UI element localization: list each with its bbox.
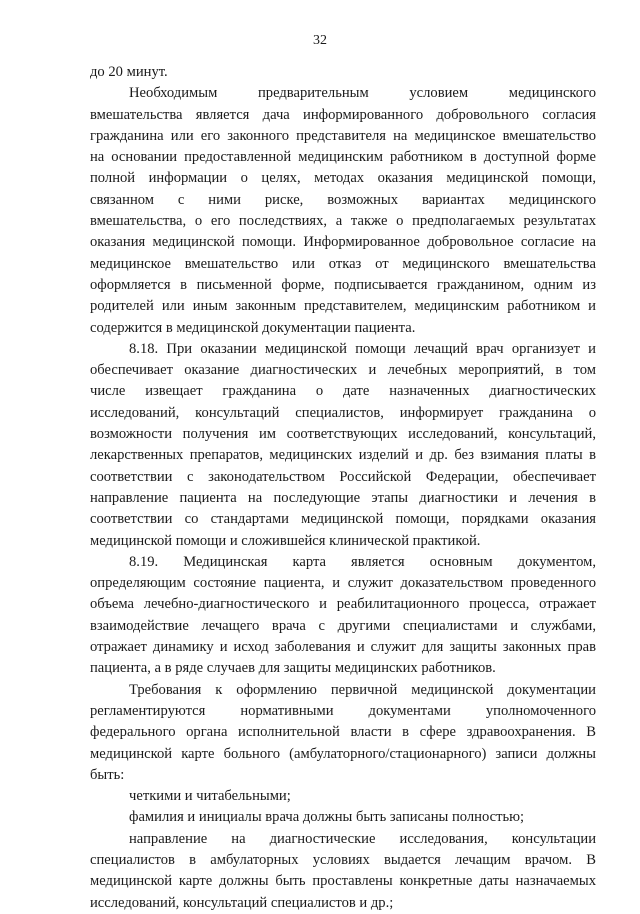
- text-line: исследований, консультаций специалистов и др.;: [90, 894, 394, 911]
- text-line: оказания медицинской помощи. Информированное добровольное согласие на: [90, 234, 596, 251]
- text-line: федерального органа исполнительной власти в сфере здравоохранения. В: [90, 724, 596, 741]
- text-line: вмешательства является дача информированного добровольного согласия: [90, 106, 596, 123]
- text-line: медицинской карте больного (амбулаторного/стационарного) записи должны: [90, 745, 596, 762]
- text-line: связанном с ними риске, возможных вариантах медицинского: [90, 191, 596, 208]
- text-line: числе извещает гражданина о дате назначенных диагностических: [90, 383, 596, 400]
- text-line: до 20 минут.: [90, 64, 168, 80]
- text-line: 8.18. При оказании медицинской помощи лечащий врач организует и: [129, 340, 596, 357]
- text-line: регламентируются нормативными документами уполномоченного: [90, 702, 596, 719]
- text-line: быть:: [90, 766, 125, 783]
- text-line: направление пациента на последующие этапы диагностики и лечения в: [90, 489, 596, 506]
- text-line: определяющим состояние пациента, и служит доказательством проведенного: [90, 575, 596, 592]
- body-text: [90, 62, 596, 914]
- text-line: объема лечебно-диагностического и реабилитационного процесса, отражает: [90, 596, 596, 613]
- text-line: специалистов в амбулаторных условиях выдается лечащим врачом. В: [90, 851, 596, 868]
- page-number: 32: [313, 33, 327, 48]
- text-line: Требования к оформлению первичной медицинской документации: [129, 681, 596, 698]
- text-line: взаимодействие лечащего врача с другими специалистами и службами,: [90, 617, 596, 634]
- text-line: гражданина или его законного представителя на медицинское вмешательство: [90, 127, 596, 144]
- text-line: вмешательства, о его последствиях, а также о предполагаемых результатах: [90, 213, 596, 230]
- text-line: лекарственных препаратов, медицинских изделий и др. без взимания платы в: [90, 447, 596, 464]
- text-line: соответствии со стандартами медицинской помощи, порядками оказания: [90, 511, 596, 528]
- text-line: содержится в медицинской документации пациента.: [90, 319, 416, 336]
- text-line: исследований, консультаций специалистов, информирует гражданина о: [90, 404, 596, 421]
- text-line: 8.19. Медицинская карта является основным документом,: [129, 553, 596, 570]
- text-line: полной информации о целях, методах оказания медицинской помощи,: [90, 170, 596, 187]
- text-line: на основании предоставленной медицинским работником в доступной форме: [90, 149, 596, 166]
- text-line: оформляется в письменной форме, подписывается гражданином, одним из: [90, 276, 596, 293]
- text-line: родителей или иным законным представителем, медицинским работником и: [90, 298, 596, 315]
- text-line: четкими и читабельными;: [129, 788, 291, 805]
- text-line: соответствии с законодательством Российской Федерации, обеспечивает: [90, 468, 596, 485]
- text-line: отражает динамику и исход заболевания и служит для защиты законных прав: [90, 639, 596, 656]
- text-line: возможности получения им соответствующих исследований, консультаций,: [90, 426, 596, 443]
- text-line: направление на диагностические исследования, консультации: [129, 830, 596, 847]
- text-line: Необходимым предварительным условием медицинского: [129, 85, 596, 102]
- text-line: медицинской карте должны быть проставлены конкретные даты назначаемых: [90, 873, 596, 890]
- text-line: медицинское вмешательство или отказ от медицинского вмешательства: [90, 255, 596, 272]
- text-line: медицинской помощи и сложившейся клинической практикой.: [90, 532, 481, 549]
- text-line: обеспечивает оказание диагностических и лечебных мероприятий, в том: [90, 362, 596, 379]
- text-line: пациента, а в ряде случаев для защиты медицинских работников.: [90, 660, 496, 677]
- text-line: фамилия и инициалы врача должны быть записаны полностью;: [129, 809, 525, 826]
